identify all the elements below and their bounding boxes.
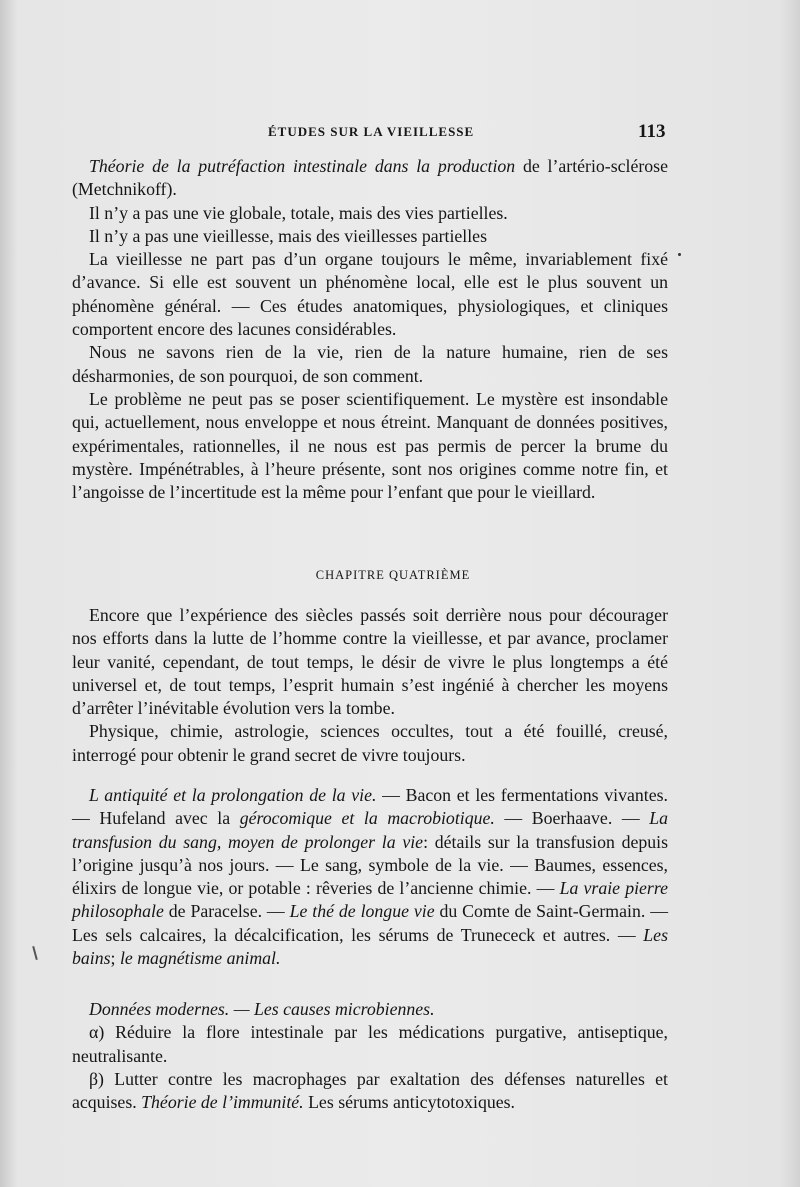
paragraph: Il n’y a pas une vie globale, totale, mais des vies partielles.: [89, 202, 508, 223]
ink-speck: [678, 253, 681, 256]
italic-phrase: Le thé de longue vie: [289, 901, 435, 922]
italic-phrase: Les bains: [72, 924, 668, 969]
italic-phrase: le magnétisme animal.: [119, 948, 281, 969]
italic-phrase: Théorie de l’immunité.: [141, 1092, 304, 1113]
italic-phrase: Théorie de la putréfaction intestinale dans la production: [89, 156, 516, 176]
page-number: 113: [638, 121, 666, 142]
paragraph: Il n’y a pas une vieillesse, mais des vieillesses partielles: [89, 225, 487, 246]
chapter-summary: [72, 784, 668, 970]
text-run: — Boerhaave. —: [494, 808, 650, 829]
chapter-heading: [0, 568, 800, 583]
running-title: ÉTUDES SUR LA VIEILLESSE: [268, 124, 475, 139]
text-run: : détails sur la transfusion depuis l’origine jusqu’à nos jours. — Le sang, symbole de la vie. — Baumes, essences, élixirs de longue vie, or potable : rêveries de l’ancienne chimie. —: [72, 831, 668, 899]
section-text-1: [72, 155, 668, 504]
text-run: — Bacon et les fermentations vivantes.— Hufeland avec la: [72, 785, 668, 829]
text-run: β) Lutter contre les macrophages par exaltation des défenses naturelles et acquises.: [72, 1068, 668, 1113]
chapter-heading-text: CHAPITRE QUATRIÈME: [315, 568, 471, 582]
italic-phrase: La transfusion du sang, moyen de prolonger la vie: [72, 808, 669, 852]
paragraph: Encore que l’expérience des siècles passés soit derrière nous pour décourager nos efforts dans la lutte de l’homme contre la vieillesse, et par avance, proclamer leur vanité, cependant, de tout temps, le désir de vivre le plus longtemps a été universel et, de tout temps, l’esprit humain s’est ingénié à chercher les moyens d’arrêter l’inévitable évolution vers la tombe.: [72, 605, 668, 719]
paragraph: Nous ne savons rien de la vie, rien de la nature humaine, rien de ses désharmonies, de son pourquoi, de son comment.: [72, 342, 668, 386]
paragraph: [72, 998, 668, 1021]
text-run: du Comte de Saint-Germain. — Les sels calcaires, la décalcification, les sérums de Trunececk et autres. —: [72, 901, 668, 945]
paragraph: La vieillesse ne part pas d’un organe toujours le même, invariablement fixé d’avance. Si elle est souvent un phénomène local, elle est le plus souvent un phénomène général. — Ces études anatomiques, physiologiques, et cliniques comportent encore des lacunes considérables.: [72, 249, 668, 340]
text-run: ;: [110, 948, 120, 969]
paragraph: Le problème ne peut pas se poser scientifiquement. Le mystère est insondable qui, actuellement, nous enveloppe et nous étreint. Manquant de données positives, expérimentales, rationnelles, il ne nous est pas permis de percer la brume du mystère. Impénétrables, à l’heure présente, sont nos origines comme notre fin, et l’angoisse de l’incertitude est la même pour l’enfant que pour le vieillard.: [72, 388, 668, 503]
modern-data-section: [72, 998, 668, 1114]
italic-phrase: La vraie pierre philosophale: [72, 878, 668, 922]
paragraph: α) Réduire la flore intestinale par les médications purgative, antiseptique, neutralisante.: [72, 1022, 668, 1066]
summary-paragraph: [72, 784, 668, 970]
text-run: de l’artério-sclérose (Metchnikoff).: [72, 156, 668, 200]
running-head: [0, 121, 800, 144]
text-run: Les sérums anticytotoxiques.: [303, 1092, 515, 1113]
paragraph: Physique, chimie, astrologie, sciences occultes, tout a été fouillé, creusé, interrogé pour obtenir le grand secret de vivre toujours.: [72, 721, 668, 765]
italic-phrase: gérocomique et la macrobiotique.: [239, 808, 495, 829]
paragraph: [72, 1068, 668, 1115]
italic-phrase: L antiquité et la prolongation de la vie.: [89, 785, 377, 805]
section-text-2: [72, 604, 668, 767]
margin-mark: [32, 946, 38, 960]
paragraph: [72, 155, 668, 202]
italic-heading: Données modernes. — Les causes microbiennes.: [89, 999, 435, 1019]
text-run: de Paracelse. —: [163, 901, 290, 922]
